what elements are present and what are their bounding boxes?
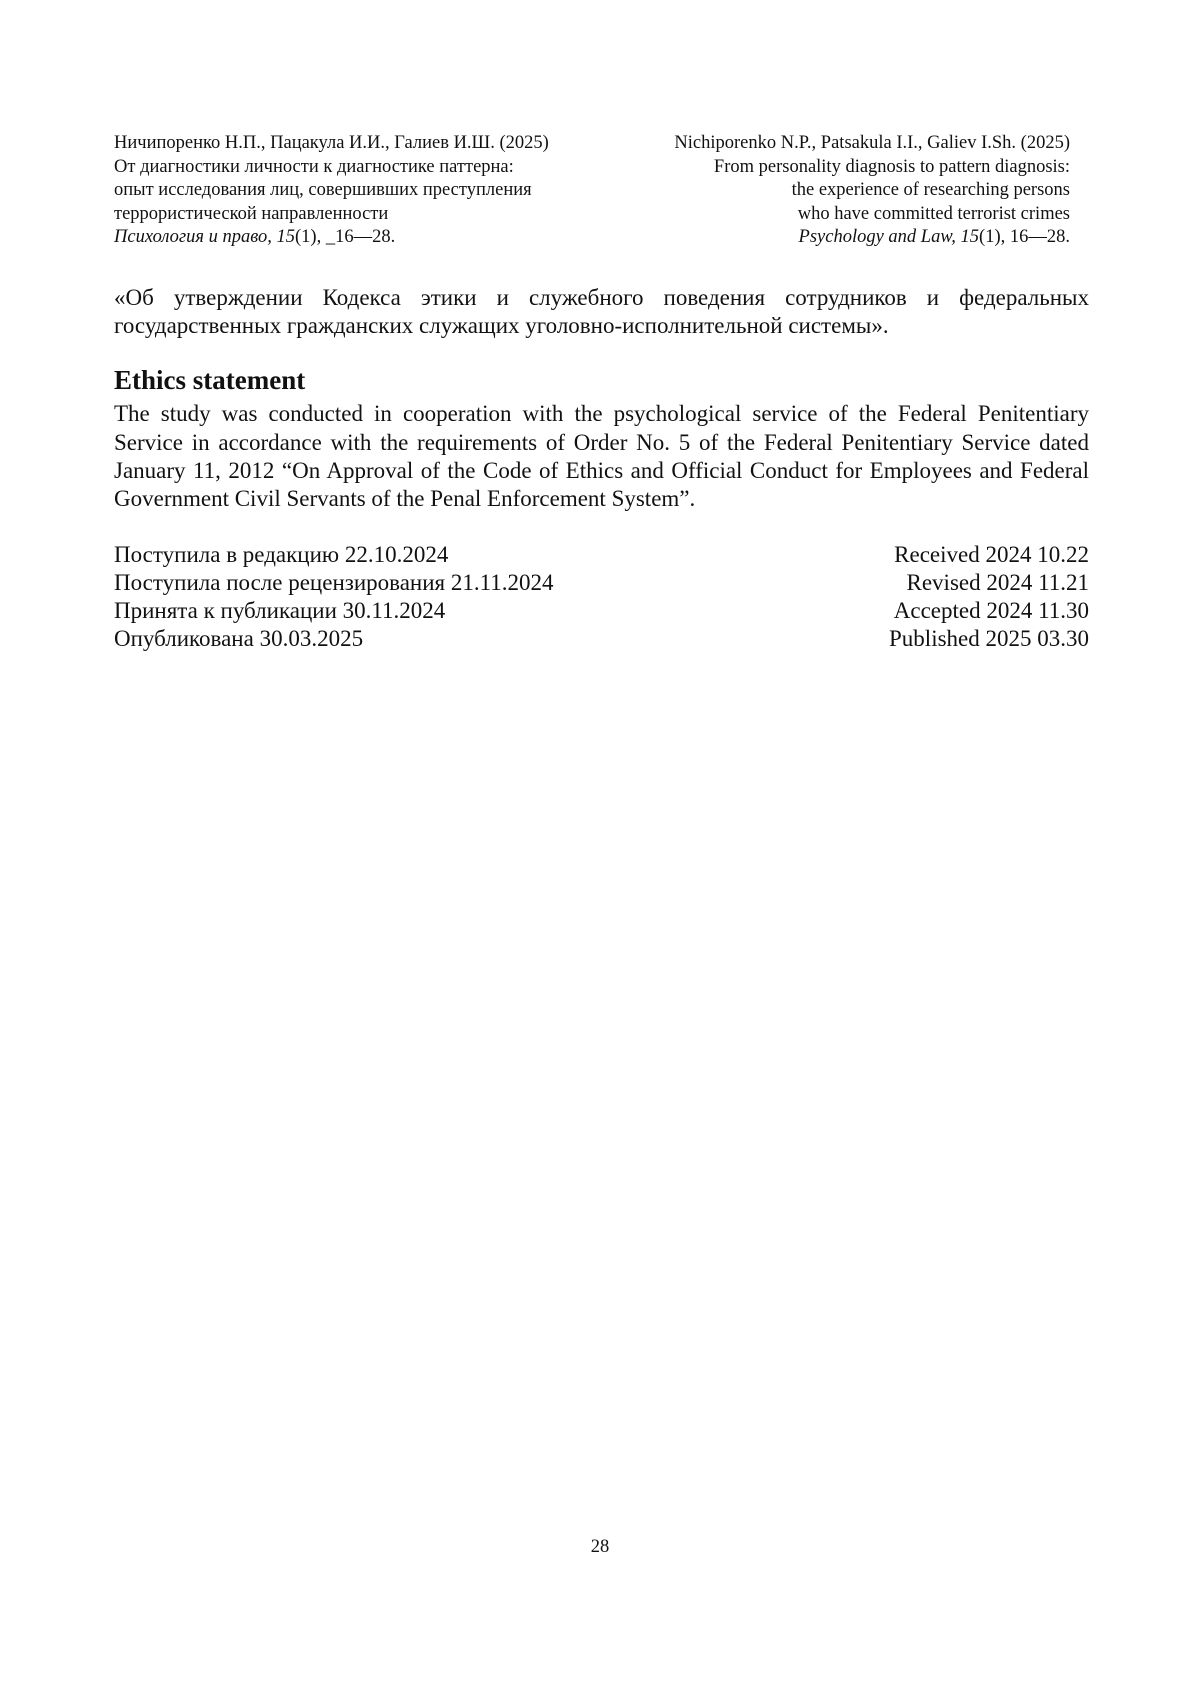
header-authors-en: Nichiporenko N.P., Patsakula I.I., Galiev I.Sh. (2025)	[674, 133, 1070, 153]
header-title-line-en: From personality diagnosis to pattern diagnosis:	[713, 156, 1070, 177]
header-issue-pages-en: (1), 16—28.	[979, 227, 1070, 247]
running-header-ru	[114, 132, 549, 250]
page-number: 28	[590, 1537, 610, 1557]
publication-dates	[114, 541, 1089, 653]
header-citation-en	[674, 226, 1070, 250]
header-issue-pages-ru: (1), _16—28.	[295, 227, 396, 247]
header-title-line-en: who have committed terrorist crimes	[797, 203, 1070, 224]
running-header	[114, 132, 1070, 250]
date-row-revised	[114, 569, 1089, 597]
date-en-accepted: Accepted 2024 11.30	[893, 598, 1089, 623]
ethics-statement-heading: Ethics statement	[114, 365, 306, 396]
date-row-accepted	[114, 597, 1089, 625]
ru-paragraph: «Об утверждении Кодекса этики и служебного поведения сотрудников и федеральных государственных гражданских служащих уголовно-исполнительной системы».	[114, 285, 1089, 339]
date-ru-revised: Поступила после рецензирования 21.11.2024	[114, 570, 554, 595]
running-header-en	[674, 132, 1070, 250]
date-en-revised: Revised 2024 11.21	[906, 570, 1089, 595]
ethics-statement-text: The study was conducted in cooperation with the psychological service of the Federal Penitentiary Service in accordance with the requirements of Order No. 5 of the Federal Penitentiary Service dated January 11, 2012 “On Approval of the Code of Ethics and Official Conduct for Employees and Federal Government Civil Servants of the Penal Enforcement System”.	[114, 401, 1089, 512]
article-body	[114, 284, 1089, 513]
date-en-received: Received 2024 10.22	[894, 542, 1089, 567]
header-journal-ru: Психология и право, 15	[114, 227, 296, 247]
header-journal-en: Psychology and Law, 15	[798, 227, 980, 247]
header-citation-ru	[114, 226, 549, 250]
date-ru-published: Опубликована 30.03.2025	[114, 626, 364, 651]
date-en-published: Published 2025 03.30	[889, 626, 1089, 651]
date-ru-accepted: Принята к публикации 30.11.2024	[114, 598, 446, 623]
header-title-line-ru: От диагностики личности к диагностике паттерна:	[114, 156, 514, 177]
header-title-line-en: the experience of researching persons	[791, 180, 1070, 200]
header-authors-ru: Ничипоренко Н.П., Пацакула И.И., Галиев И.Ш. (2025)	[114, 133, 549, 153]
header-title-line-ru: опыт исследования лиц, совершивших преступления	[114, 180, 532, 200]
date-row-received	[114, 541, 1089, 569]
date-row-published	[114, 625, 1089, 653]
header-title-line-ru: террористической направленности	[114, 203, 389, 224]
date-ru-received: Поступила в редакцию 22.10.2024	[114, 542, 449, 567]
